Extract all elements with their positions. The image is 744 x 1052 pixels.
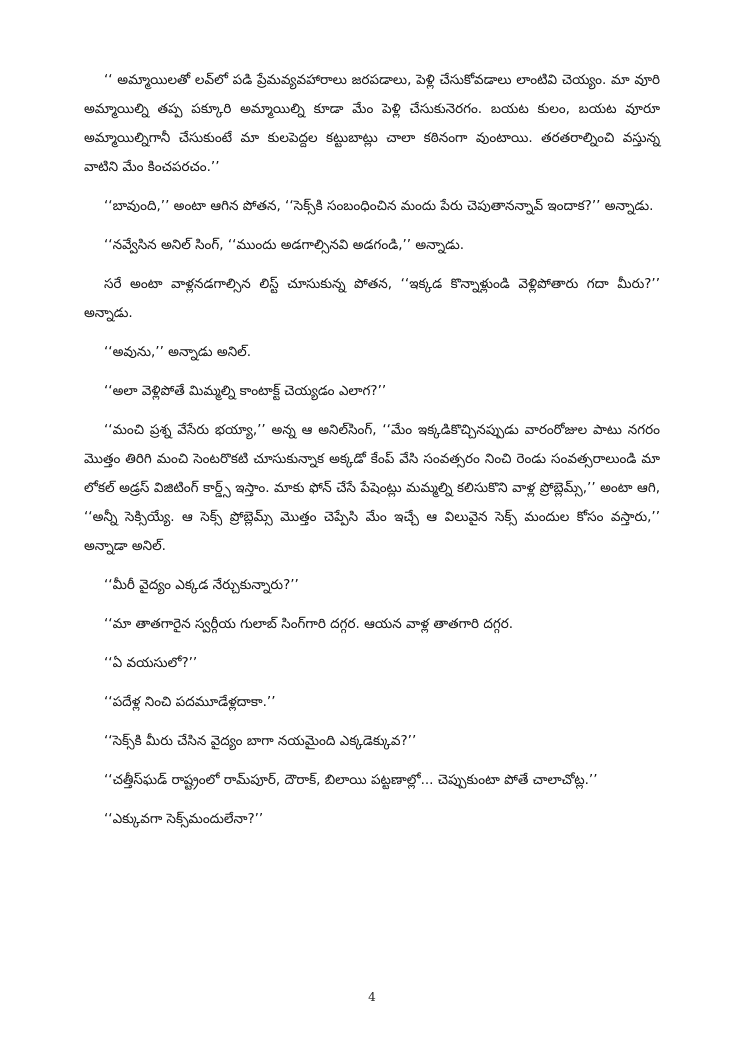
paragraph-5: ‘‘అవును,’’ అన్నాడు అనిల్.: [104, 344, 252, 360]
paragraph-4: సరే అంటా వాళ్లనడగాల్సిన లిస్ట్ చూసుకున్న పోతన, ‘‘ఇక్కడ కొన్నాళ్లుండి వెళ్లిపోతారు గదా మీరు?’’ అన్నాడు.: [84, 276, 660, 321]
page-number: 4: [368, 990, 376, 1004]
paragraph-12: ‘‘సెక్స్‌కి మీరు చేసిన వైద్యం బాగా నయమైంది ఎక్కడెక్కువ?’’: [104, 733, 417, 749]
paragraph-10: ‘‘ఏ వయసులో?’’: [104, 655, 198, 671]
paragraph-2: ‘‘బావుంది,’’ అంటా ఆగిన పోతన, ‘‘సెక్స్‌కి సంబంధించిన మందు పేరు చెపుతానన్నావ్ ఇందాక?’’ అన్నాడు.: [104, 198, 654, 214]
paragraph-11: ‘‘పదేళ్ల నించి పదమూడేళ్లదాకా.’’: [104, 694, 276, 710]
document-page: [84, 66, 660, 986]
paragraph-8: ‘‘మీరీ వైద్యం ఎక్కడ నేర్చుకున్నారు?’’: [104, 577, 299, 593]
paragraph-3: ‘‘నవ్వేసిన అనిల్ సింగ్, ‘‘ముందు అడగాల్సినవి అడగండి,’’ అన్నాడు.: [104, 237, 465, 253]
paragraph-9: ‘‘మా తాతగారైన స్వర్గీయ గులాబ్ సింగ్‌గారి దగ్గర. ఆయన వాళ్ల తాతగారి దగ్గర.: [104, 616, 514, 632]
paragraph-6: ‘‘అలా వెళ్లిపోతే మిమ్మల్ని కాంటాక్ట్ చెయ్యడం ఎలాగ?’’: [104, 383, 387, 399]
paragraph-13: ‘‘చత్తీస్‌ఘడ్ రాష్ట్రంలో రామ్‌పూర్, దౌరాక్, బిలాయి పట్టణాల్లో... చెప్పుకుంటా పోతే చాలాచోట్ల.’’: [104, 772, 598, 788]
paragraph-14: ‘‘ఎక్కువగా సెక్స్‌మందులేనా?’’: [104, 811, 264, 827]
paragraph-7: ‘‘మంచి ప్రశ్న వేసేరు భయ్యా,’’ అన్న ఆ అనిల్‌సింగ్, ‘‘మేం ఇక్కడికొచ్చినప్పుడు వారంరోజుల పాటు నగరం మొత్తం తిరిగి మంచి సెంటరొకటి చూసుకున్నాక అక్కడో కేంప్ వేసి సంవత్సరం నించి రెండు సంవత్సరాలుండి మా లోకల్ అడ్రస్ విజిటింగ్ కార్డ్స్ ఇస్తాం. మాకు ఫోన్ చేసే పేషెంట్లు మమ్మల్ని కలిసుకొని వాళ్ల ప్రోబ్లెమ్స్,’’ అంటా ఆగి, ‘‘అన్నీ సెక్సియ్యే. ఆ సెక్స్ ప్రోబ్లెమ్స్ మొత్తం చెప్పేసి మేం ఇచ్చే ఆ విలువైన సెక్స్ మందుల కోసం వస్తారు,’’ అన్నాడా అనిల్.: [84, 422, 660, 554]
paragraph-1: ‘‘ అమ్మాయిలతో లవ్‌లో పడి ప్రేమవ్యవహారాలు జరపడాలు, పెళ్లి చేసుకోవడాలు లాంటివి చెయ్యం. మా వూరి అమ్మాయిల్ని తప్ప పక్కూరి అమ్మాయిల్ని కూడా మేం పెళ్లి చేసుకునెరగం. బయట కులం, బయట వూరూ అమ్మాయిల్నిగానీ చేసుకుంటే మా కులపెద్దల కట్టుబాట్లు చాలా కఠినంగా వుంటాయి. తరతరాల్నించి వస్తున్న వాటిని మేం కించపరచం.’’: [84, 72, 660, 175]
